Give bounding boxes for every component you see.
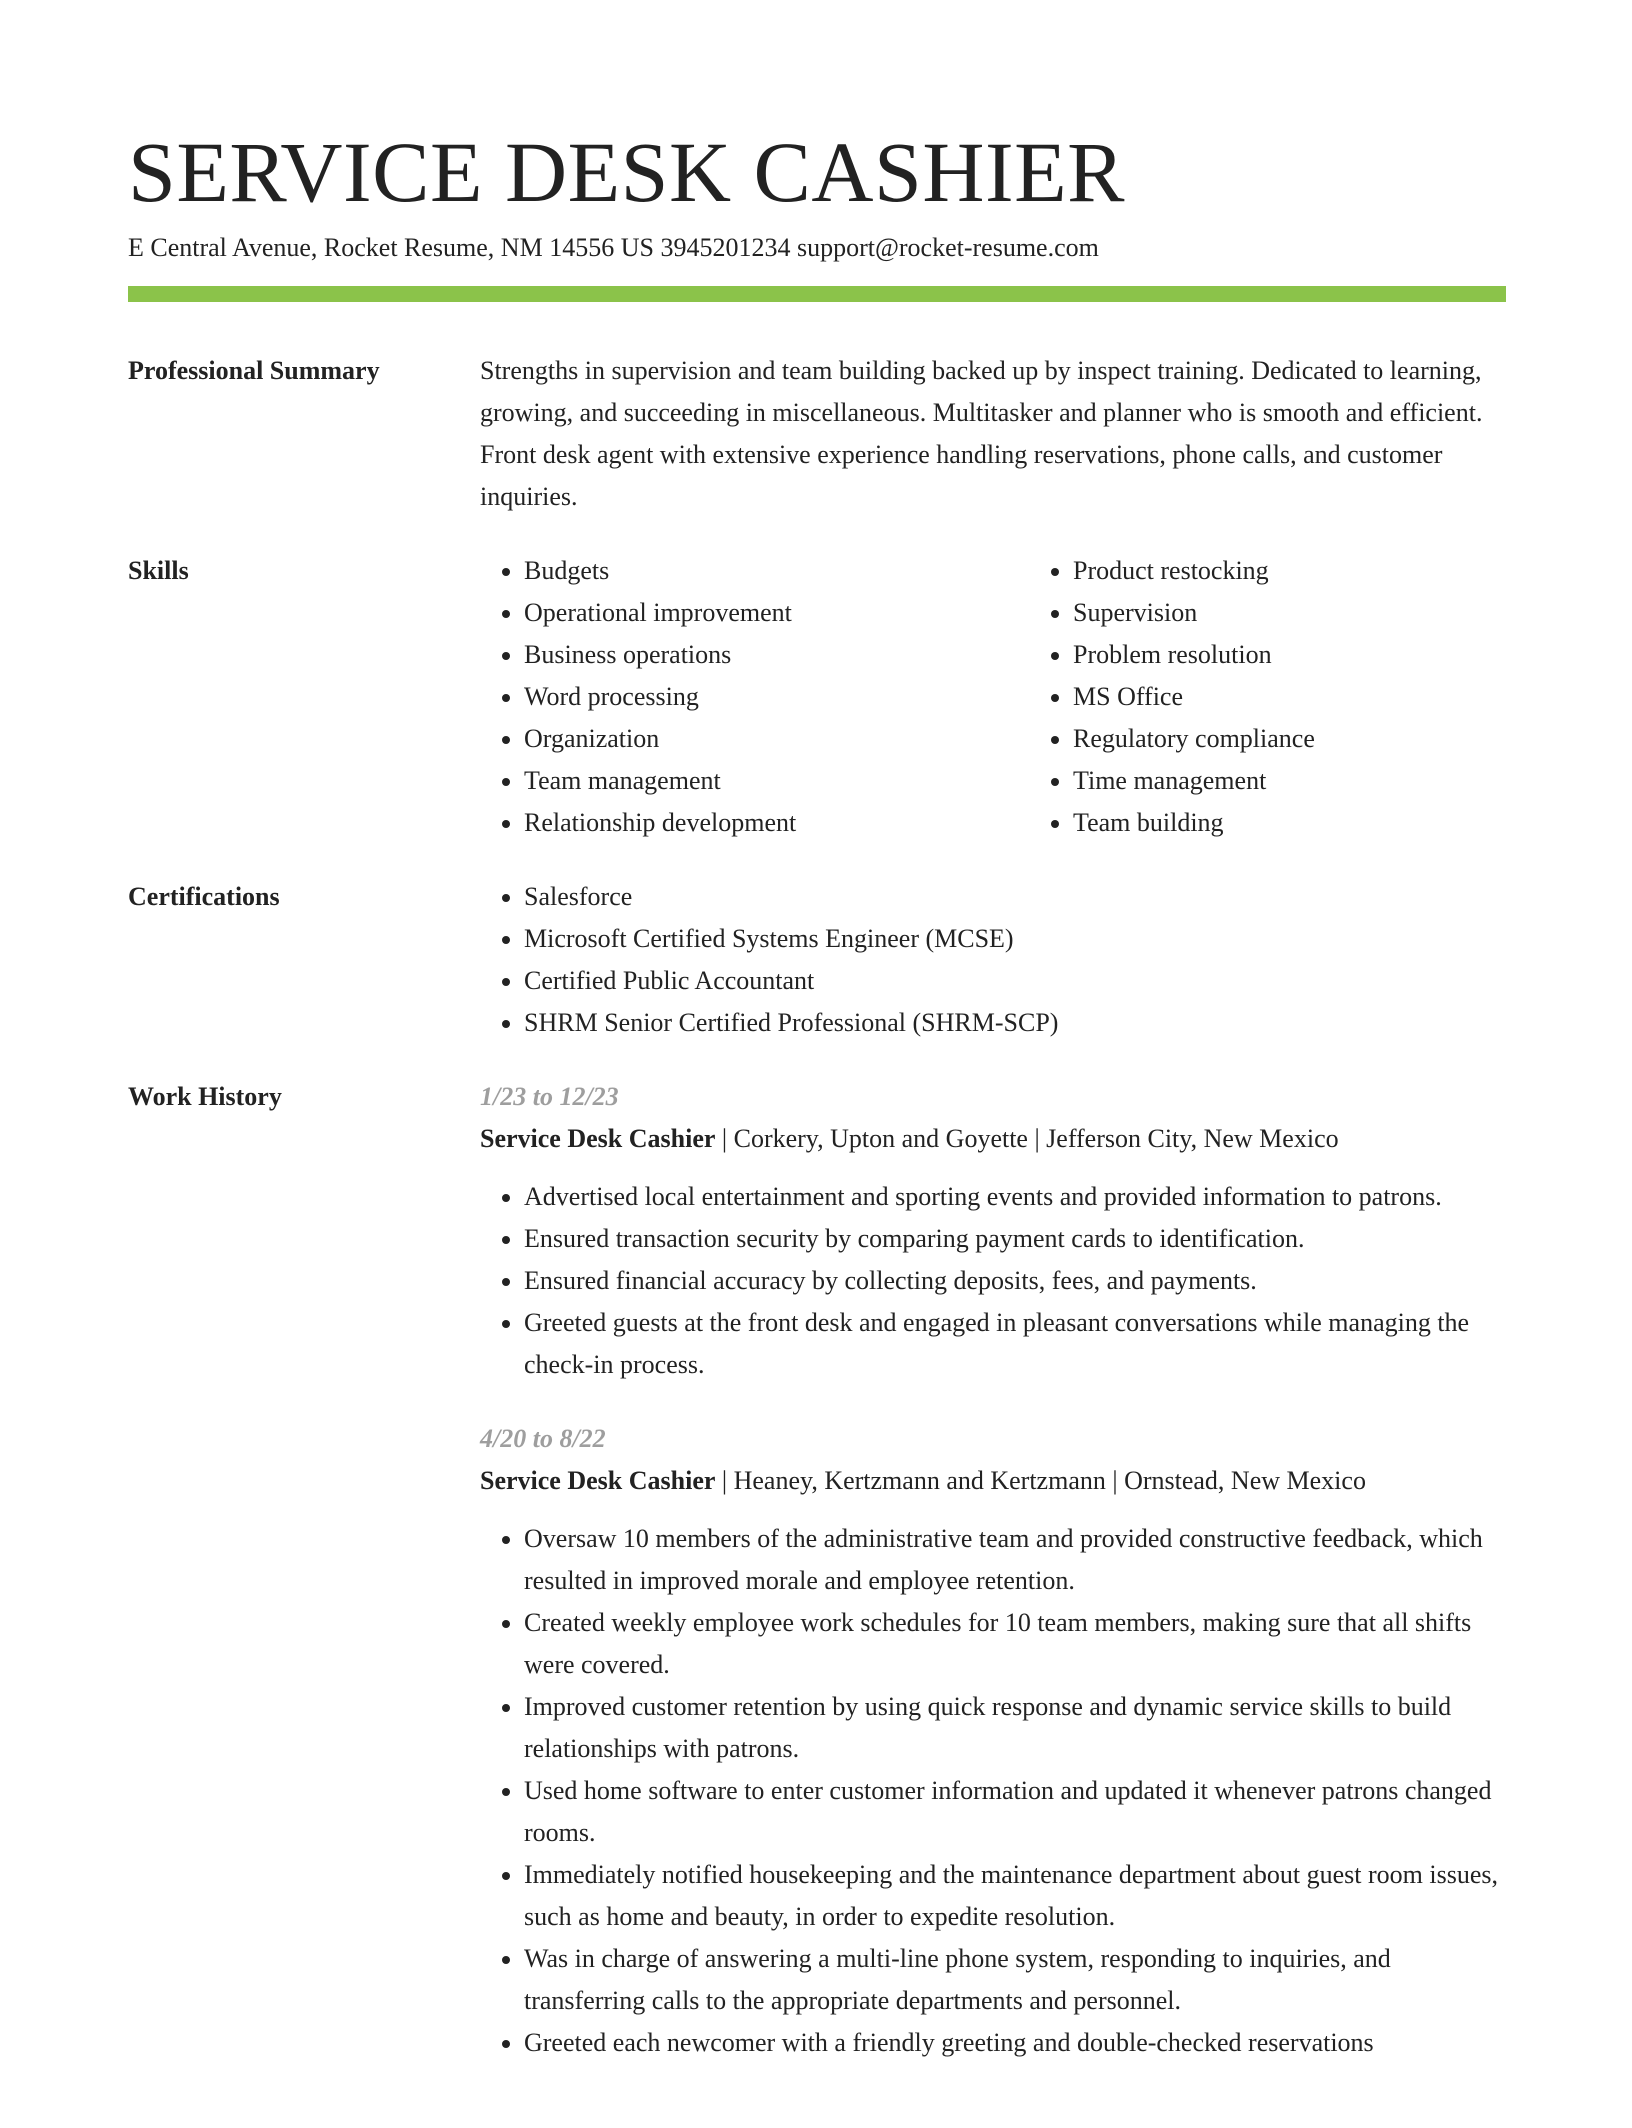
skill-item: • Supervision [1073,592,1578,634]
header-divider [128,286,1506,302]
job-bullet: • Improved customer retention by using quick response and dynamic service skills to build relationships with patrons. [524,1686,1506,1770]
job-bullet: • Ensured transaction security by comparing payment cards to identification. [524,1218,1506,1260]
section-label-skills: Skills [128,556,189,585]
job-employer-location: | Heaney, Kertzmann and Kertzmann | Ornstead, New Mexico [715,1466,1366,1495]
job-entry [480,1418,1506,2064]
skills-list-left [480,550,1029,844]
skill-item: • MS Office [1073,676,1578,718]
skills-list-right [1029,550,1578,844]
job-bullet: • Ensured financial accuracy by collecting deposits, fees, and payments. [524,1260,1506,1302]
job-dates: 4/20 to 8/22 [480,1424,606,1453]
job-bullet: • Immediately notified housekeeping and the maintenance department about guest room issues, such as home and beauty, in order to expedite resolution. [524,1854,1506,1938]
job-title: Service Desk Cashier [480,1124,716,1153]
job-title: Service Desk Cashier [480,1466,716,1495]
job-heading [480,1460,1506,1502]
certification-item: • Microsoft Certified Systems Engineer (MCSE) [524,918,1506,960]
resume-name: SERVICE DESK CASHIER [128,124,1125,220]
skills-content [480,550,1578,844]
job-bullet: • Greeted guests at the front desk and engaged in pleasant conversations while managing the check-in process. [524,1302,1506,1386]
certifications-content [480,876,1506,1044]
skill-item: • Operational improvement [524,592,1029,634]
skill-item: • Business operations [524,634,1029,676]
job-bullet: • Used home software to enter customer information and updated it whenever patrons changed rooms. [524,1770,1506,1854]
summary-section [128,350,1506,518]
certification-item: • SHRM Senior Certified Professional (SHRM-SCP) [524,1002,1506,1044]
contact-line [128,230,1099,266]
skill-item: • Regulatory compliance [1073,718,1578,760]
skill-item: • Team management [524,760,1029,802]
job-bullets [480,1176,1506,1386]
skill-item: • Relationship development [524,802,1029,844]
certifications-list [480,876,1506,1044]
contact-phone: 3945201234 [660,233,791,262]
job-bullet: • Greeted each newcomer with a friendly greeting and double-checked reservations [524,2022,1506,2064]
skill-item: • Problem resolution [1073,634,1578,676]
skill-item: • Team building [1073,802,1578,844]
job-heading [480,1118,1506,1160]
job-bullets [480,1518,1506,2064]
contact-email: support@rocket-resume.com [796,233,1099,262]
section-label-work-history: Work History [128,1082,282,1111]
job-dates: 1/23 to 12/23 [480,1082,619,1111]
skill-item: • Product restocking [1073,550,1578,592]
job-bullet: • Created weekly employee work schedules for 10 team members, making sure that all shifts were covered. [524,1602,1506,1686]
job-bullet: • Advertised local entertainment and sporting events and provided information to patrons. [524,1176,1506,1218]
contact-address: E Central Avenue, Rocket Resume, NM 14556 US [128,233,654,262]
skills-section [128,550,1506,844]
job-bullet: • Was in charge of answering a multi-line phone system, responding to inquiries, and transferring calls to the appropriate departments and personnel. [524,1938,1506,2022]
skill-item: • Budgets [524,550,1029,592]
job-employer-location: | Corkery, Upton and Goyette | Jefferson City, New Mexico [715,1124,1339,1153]
job-bullet: • Oversaw 10 members of the administrative team and provided constructive feedback, which resulted in improved morale and employee retention. [524,1518,1506,1602]
section-label-certifications: Certifications [128,882,280,911]
certifications-section [128,876,1506,1044]
summary-content [480,350,1506,518]
skill-item: • Time management [1073,760,1578,802]
skill-item: • Word processing [524,676,1029,718]
work-history-content [480,1076,1506,2096]
certification-item: • Certified Public Accountant [524,960,1506,1002]
summary-text: Strengths in supervision and team building backed up by inspect training. Dedicated to learning, growing, and succeeding in miscellaneous. Multitasker and planner who is smooth and efficient. Front desk agent with extensive experience handling reservations, phone calls, and customer inquiries. [480,356,1483,511]
job-entry [480,1076,1506,1386]
certification-item: • Salesforce [524,876,1506,918]
section-label-summary: Professional Summary [128,356,380,385]
work-history-section [128,1076,1506,2096]
resume-sections [128,350,1506,2128]
skill-item: • Organization [524,718,1029,760]
